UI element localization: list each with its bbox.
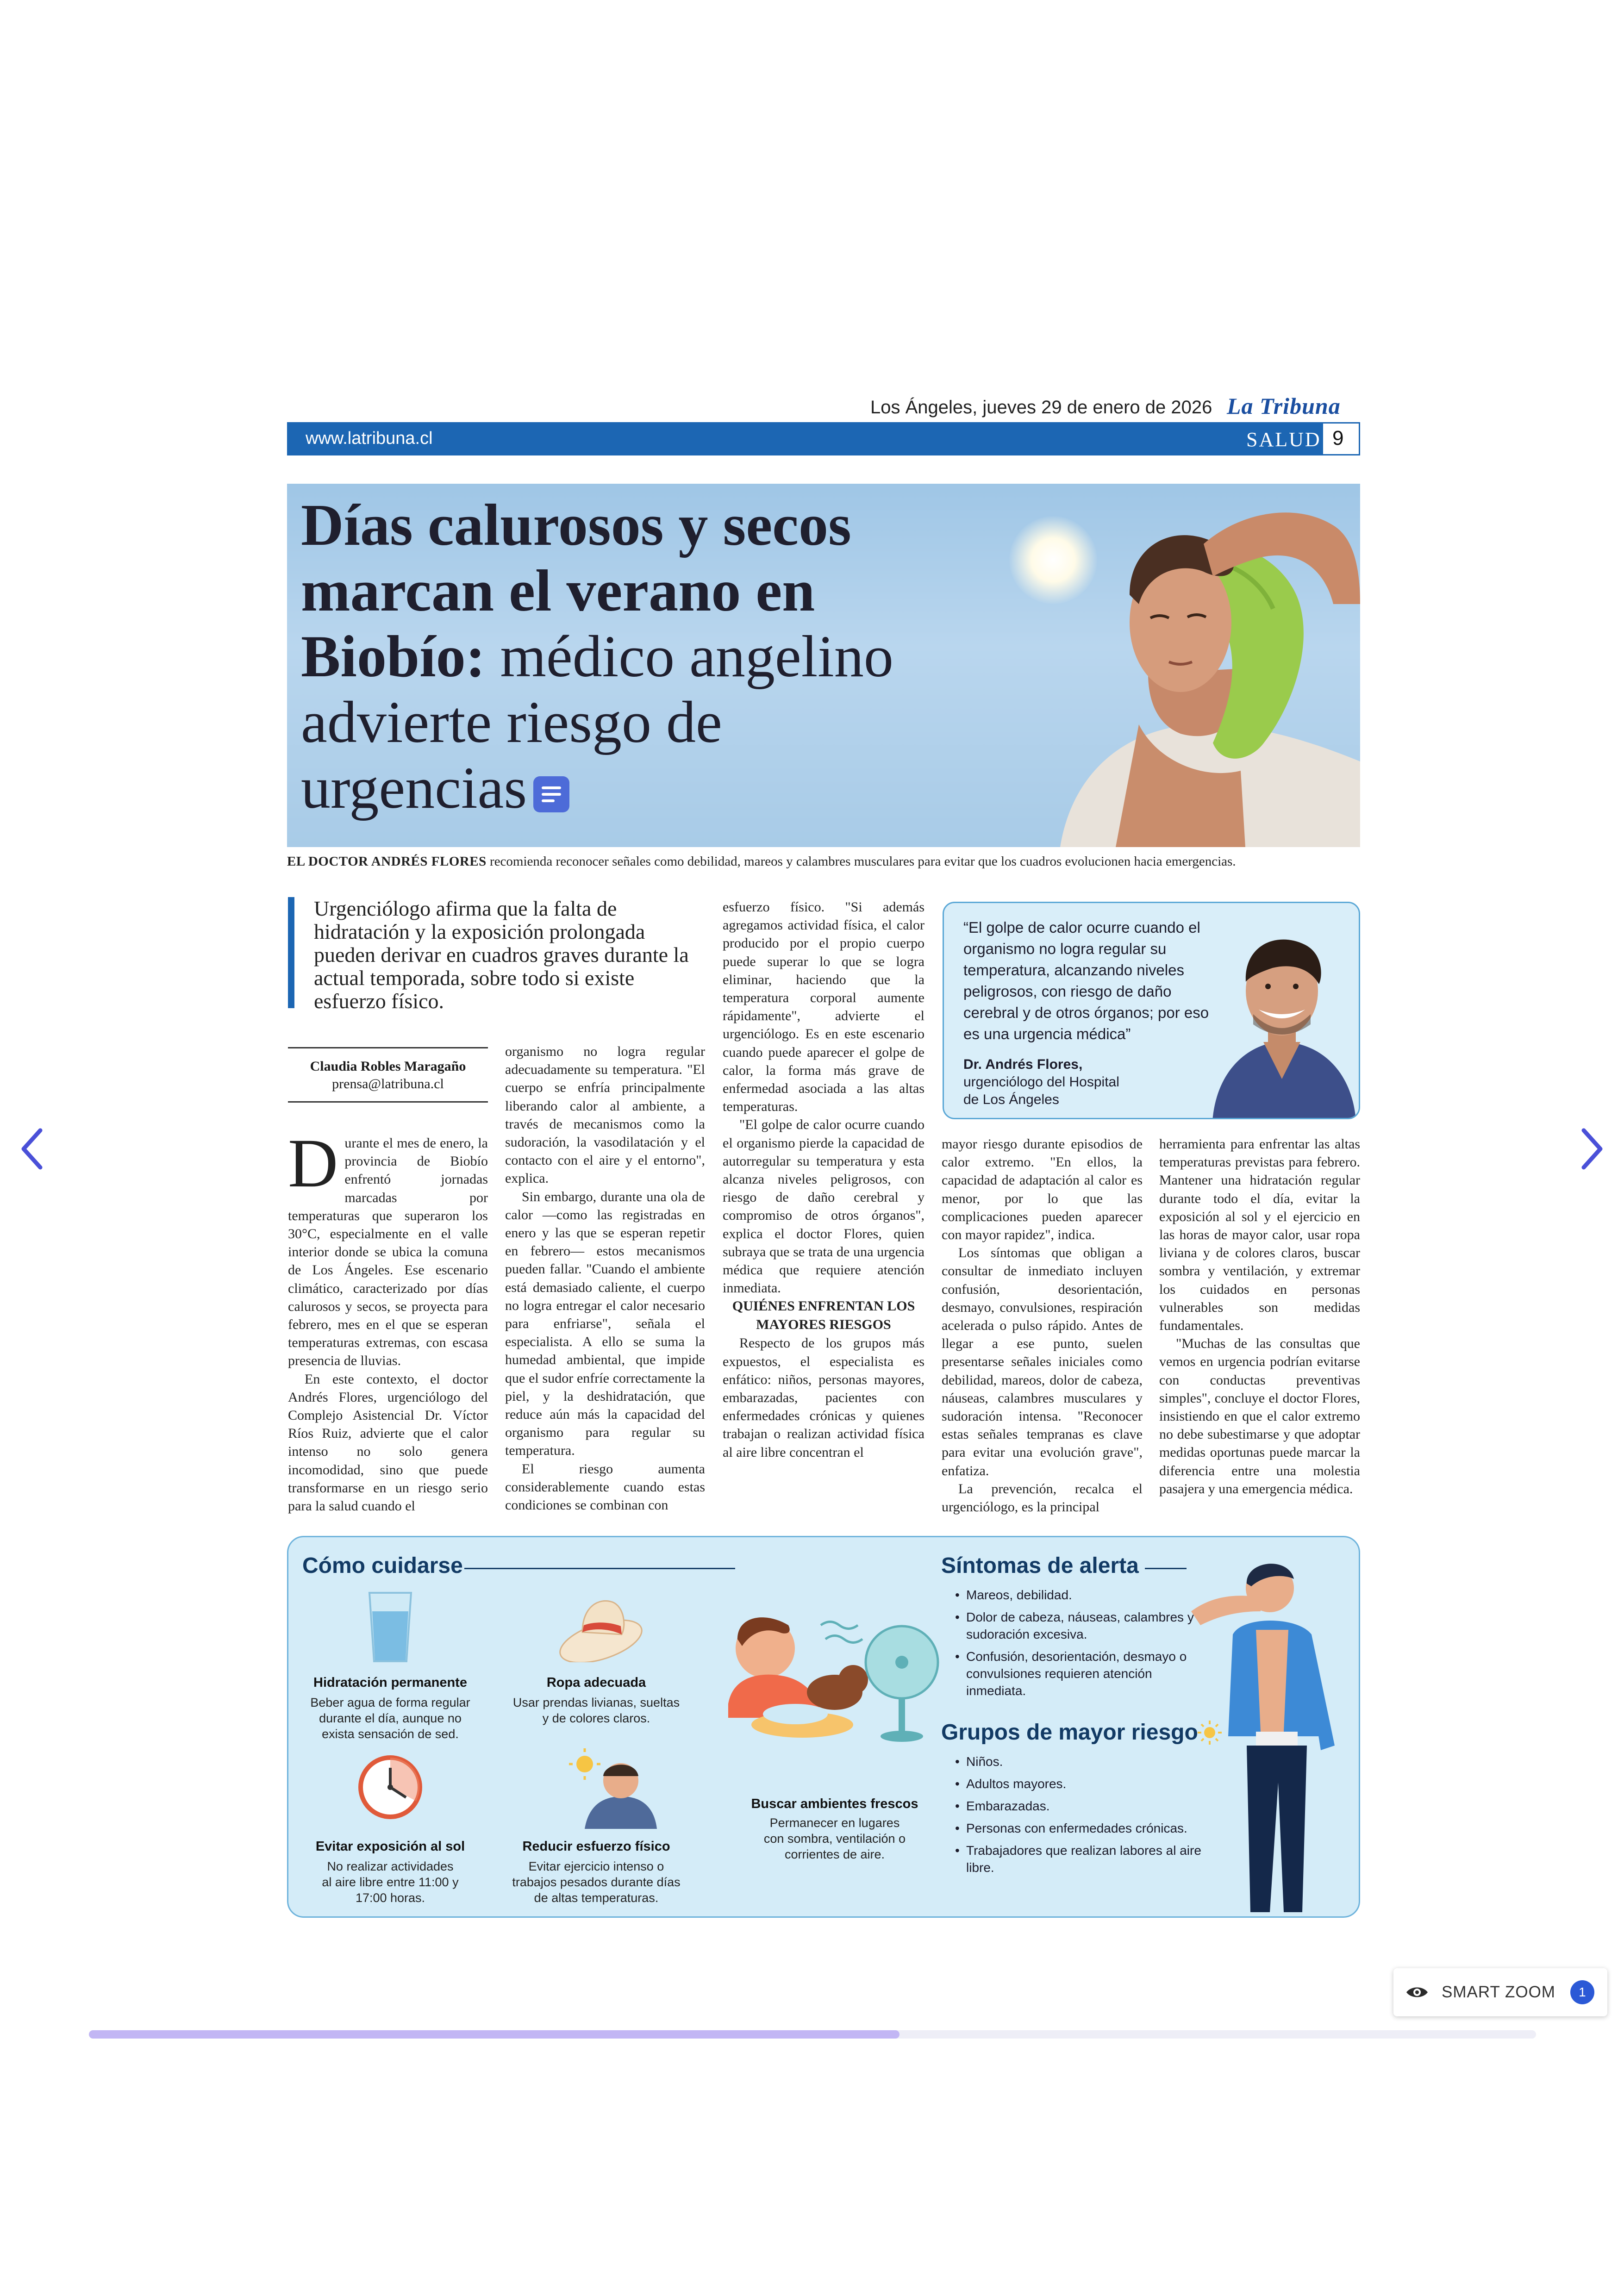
pull-quote-text: “El golpe de calor ocurre cuando el organismo no logra regular su temperatura, alcanzando niveles peligrosos, con riesgo de daño cerebral y de otros órganos; por eso es una urgencia médica” bbox=[963, 919, 1209, 1042]
list-item: • Niños. bbox=[955, 1753, 1214, 1770]
article-column-1 bbox=[288, 1134, 488, 1518]
risk-list bbox=[955, 1753, 1214, 1881]
headline-bold-1: Días calurosos y secos bbox=[301, 492, 851, 558]
column-3-paragraph-3: Respecto de los grupos más expuestos, el especialista es enfático: niños, personas mayores, embarazadas, pacientes con enfermedades crónicas y quienes trabajan o realizan actividad física al aire libre concentran el bbox=[723, 1335, 924, 1460]
hero-image bbox=[287, 484, 1360, 847]
site-url: www.latribuna.cl bbox=[306, 429, 433, 448]
headline-bold-3: Biobío: bbox=[301, 624, 486, 689]
quote-role-1: urgenciólogo del Hospital bbox=[963, 1074, 1119, 1090]
caption-text: recomienda reconocer señales como debilidad, mareos y calambres musculares para evitar que los cuadros evolucionen hacia emergencias. bbox=[486, 854, 1236, 869]
subheading: QUIÉNES ENFRENTAN LOS MAYORES RIESGOS bbox=[732, 1298, 915, 1333]
column-2-paragraph-3: El riesgo aumenta considerablemente cuando estas condiciones se combinan con bbox=[505, 1461, 705, 1513]
dateline: Los Ángeles, jueves 29 de enero de 2026 bbox=[870, 397, 1212, 418]
column-4-paragraph-3: La prevención, recalca el urgenciólogo, es la principal bbox=[942, 1481, 1143, 1515]
list-item: • Trabajadores que realizan labores al aire libre. bbox=[955, 1842, 1214, 1876]
care-item-desc: No realizar actividades al aire libre entre 11:00 y 17:00 horas. bbox=[322, 1859, 459, 1905]
headline bbox=[301, 492, 995, 821]
masthead-logo: La Tribuna bbox=[1227, 393, 1341, 419]
risk-title: Grupos de mayor riesgo bbox=[941, 1720, 1198, 1745]
headline-light-5: urgencias bbox=[301, 755, 527, 821]
care-item-title: Hidratación permanente bbox=[313, 1675, 467, 1690]
care-item-desc: Beber agua de forma regular durante el día, aunque no exista sensación de sed. bbox=[310, 1696, 470, 1741]
column-1-paragraph-1: urante el mes de enero, la provincia de Biobío enfrentó jornadas marcadas por temperaturas que superaron los 30°C, especialmente en el valle interior donde se ubica la comuna de Los Ángeles. Ese escenario climático, caracterizado por días calurosos y secos, se proyecta para febrero, mes en el que se esperan temperaturas extremas, con escasa presencia de lluvias. bbox=[288, 1135, 488, 1369]
list-item: • Adultos mayores. bbox=[955, 1775, 1214, 1792]
standing-man-illustration bbox=[1191, 1542, 1358, 1918]
column-3-paragraph-2: "El golpe de calor ocurre cuando el organismo pierde la capacidad de autorregular su temperatura y esta alcanza niveles peligrosos, con riesgo de daño cerebral y compromiso de otros órganos", explica el doctor Flores, quien subraya que se trata de una urgencia médica que requiere atención inmediata. bbox=[723, 1117, 924, 1296]
infographic-panel bbox=[287, 1536, 1360, 1918]
list-item: • Mareos, debilidad. bbox=[955, 1586, 1214, 1603]
chevron-right-icon bbox=[1578, 1127, 1606, 1171]
chevron-left-icon bbox=[18, 1127, 46, 1171]
caption-lead: EL DOCTOR ANDRÉS FLORES bbox=[287, 854, 487, 869]
hat-icon bbox=[557, 1588, 645, 1662]
column-5-paragraph-1: herramienta para enfrentar las altas temperaturas previstas para febrero. Mantener una hidratación regular durante todo el día, evitar la exposición al sol y el ejercicio en las horas de mayor calor, usar ropa liviana y de colores claros, buscar sombra y ventilación, y extremar los cuidados en personas vulnerables son medidas fundamentales. bbox=[1159, 1136, 1360, 1334]
care-item-title: Buscar ambientes frescos bbox=[751, 1796, 918, 1811]
alert-title-rule bbox=[1145, 1568, 1187, 1569]
care-item-desc: Usar prendas livianas, sueltas y de colores claros. bbox=[512, 1696, 680, 1725]
lead-paragraph: Urgenciólogo afirma que la falta de hidratación y la exposición prolongada pueden derivar en cuadros graves durante la actual temporada, sobre todo si existe esfuerzo físico. bbox=[288, 897, 705, 1008]
section-label: SALUD bbox=[1246, 428, 1321, 451]
alert-title: Síntomas de alerta bbox=[941, 1553, 1139, 1578]
column-2-paragraph-2: Sin embargo, durante una ola de calor —como las registradas en enero y las que se esperan repetir en febrero— estos mecanismos pueden fallar. "Cuando el ambiente está demasiado caliente, el cuerpo no logra entregar el calor necesario para enfriarse", señala el especialista. A ello se suma la humedad ambiental, que impide que el sudor enfríe correctamente la piel, y la deshidratación, que reduce aún más la capacidad del organismo para regular su temperatura. bbox=[505, 1189, 705, 1459]
column-4-paragraph-1: mayor riesgo durante episodios de calor extremo. "En ellos, la capacidad de adaptación al calor es menor, por lo que las complicaciones pueden aparecer con mayor rapidez", indica. bbox=[942, 1136, 1143, 1243]
care-title-rule bbox=[464, 1568, 735, 1569]
smart-zoom-badge: 1 bbox=[1570, 1980, 1594, 2004]
list-item: • Dolor de cabeza, náuseas, calambres y sudoración excesiva. bbox=[955, 1609, 1214, 1643]
photo-caption bbox=[287, 854, 1360, 869]
headline-bold-2: marcan el verano en bbox=[301, 558, 815, 624]
author-email: prensa@latribuna.cl bbox=[332, 1076, 444, 1091]
doctor-photo bbox=[1203, 903, 1360, 1119]
drop-cap: D bbox=[288, 1134, 338, 1202]
column-4-paragraph-2: Los síntomas que obligan a consultar de inmediato incluyen confusión, desorientación, desmayo, convulsiones, respiración acelerada o pulso rápido. Antes de llegar a ese punto, suelen presentarse señales iniciales como debilidad, mareos, dolor de cabeza, náuseas, calambres musculares y sudoración intensa. "Reconocer estas señales tempranas es clave para evitar una evolución grave", enfatiza. bbox=[942, 1245, 1143, 1478]
column-2-paragraph-1: organismo no logra regular adecuadamente su temperatura. "El cuerpo se enfría principalmente liberando calor al ambiente, a través de mecanismos como la sudoración, la vasodilatación y el contacto con el aire y el entorno", explica. bbox=[505, 1044, 705, 1186]
pull-quote-attribution bbox=[963, 1056, 1119, 1109]
quote-name: Dr. Andrés Flores, bbox=[963, 1057, 1083, 1072]
reading-progress-fill bbox=[89, 2030, 899, 2039]
worker-heat-icon bbox=[566, 1746, 659, 1829]
column-1-paragraph-2: En este contexto, el doctor Andrés Flores, urgenciólogo del Complejo Asistencial Dr. Víctor Ríos Ruiz, advierte que el calor intenso no solo genera incomodidad, sino que puede transformarse en un riesgo serio para la salud cuando el bbox=[288, 1371, 488, 1514]
article-column-4 bbox=[942, 1135, 1143, 1518]
reading-progress-bar[interactable] bbox=[89, 2030, 1536, 2039]
water-glass-icon bbox=[365, 1588, 416, 1665]
quote-role-2: de Los Ángeles bbox=[963, 1092, 1059, 1107]
author-name: Claudia Robles Maragaño bbox=[310, 1059, 466, 1074]
headline-light-4: advierte riesgo de bbox=[301, 689, 722, 755]
header-bar bbox=[287, 422, 1323, 455]
previous-page-button[interactable] bbox=[6, 1123, 57, 1174]
article-column-5 bbox=[1159, 1135, 1360, 1518]
list-item: • Embarazadas. bbox=[955, 1797, 1214, 1815]
headline-light-3: médico angelino bbox=[485, 624, 893, 689]
smart-zoom-label: SMART ZOOM bbox=[1442, 1983, 1555, 2001]
care-item-title: Evitar exposición al sol bbox=[315, 1839, 465, 1854]
care-item-title: Reducir esfuerzo físico bbox=[522, 1839, 670, 1854]
document-icon[interactable] bbox=[533, 776, 569, 812]
article-column-2 bbox=[505, 1042, 705, 1518]
care-title: Cómo cuidarse bbox=[302, 1553, 463, 1578]
page-number: 9 bbox=[1332, 427, 1344, 449]
column-5-paragraph-2: "Muchas de las consultas que vemos en urgencia podrían evitarse con conductas preventivas simples", concluye el doctor Flores, insistiendo en que el calor extremo no debe subestimarse y que adoptar medidas oportunas puede marcar la diferencia entre una molestia pasajera y una emergencia médica. bbox=[1159, 1336, 1360, 1497]
hero-man-illustration bbox=[963, 484, 1360, 847]
cool-environment-illustration bbox=[714, 1607, 955, 1759]
next-page-button[interactable] bbox=[1567, 1123, 1618, 1174]
list-item: • Confusión, desorientación, desmayo o convulsiones requieren atención inmediata. bbox=[955, 1648, 1214, 1699]
care-item-desc: Evitar ejercicio intenso o trabajos pesados durante días de altas temperaturas. bbox=[512, 1859, 681, 1905]
care-item-title: Ropa adecuada bbox=[546, 1675, 646, 1690]
column-3-paragraph-1: esfuerzo físico. "Si además agregamos actividad física, el calor producido por el propio cuerpo puede superar lo que se logra eliminar, haciendo que la temperatura corporal aumente rápidamente", advierte el urgenciólogo. Es en este escenario cuando puede aparecer el golpe de calor, la forma más grave de enfermedad asociada a las altas temperaturas. bbox=[723, 899, 924, 1115]
smart-zoom-button[interactable] bbox=[1393, 1968, 1607, 2016]
care-item-desc: Permanecer en lugares con sombra, ventilación o corrientes de aire. bbox=[763, 1816, 906, 1861]
byline bbox=[288, 1047, 488, 1103]
clock-icon bbox=[358, 1755, 423, 1820]
alert-list bbox=[955, 1586, 1214, 1704]
pull-quote-box bbox=[943, 902, 1360, 1119]
list-item: • Personas con enfermedades crónicas. bbox=[955, 1820, 1214, 1837]
eye-icon bbox=[1405, 1984, 1429, 2000]
article-column-3 bbox=[723, 898, 924, 1518]
